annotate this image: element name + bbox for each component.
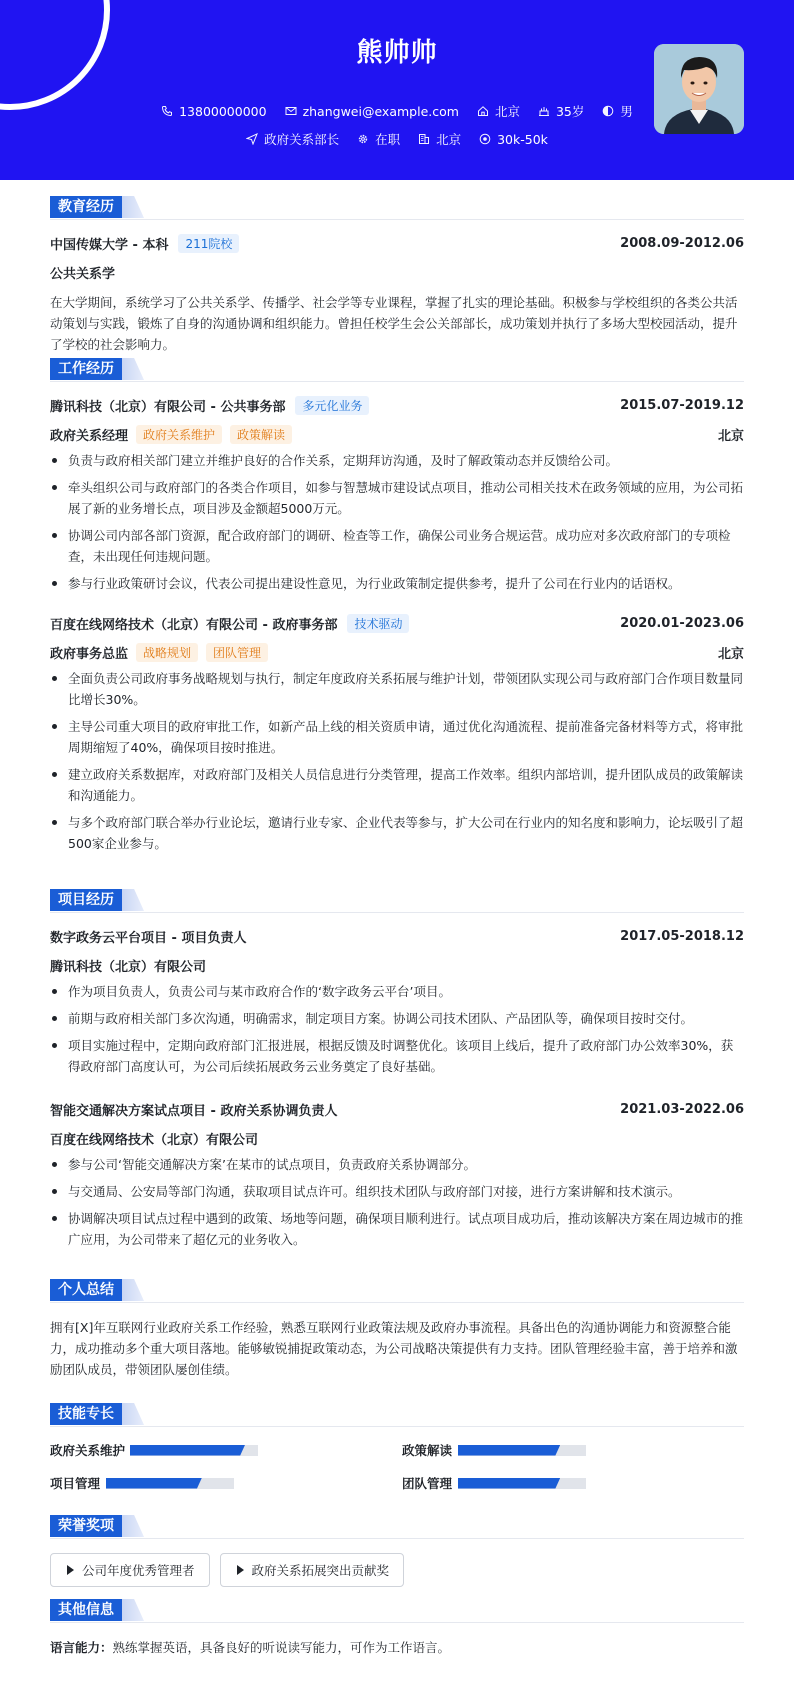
- section-title-education: 教育经历: [50, 196, 122, 218]
- list-item: 牵头组织公司与政府部门的各类合作项目，如参与智慧城市建设试点项目，推动公司相关技术在政务领域的应用，为公司拓展了新的业务增长点，项目涉及金额超5000万元。: [50, 477, 744, 519]
- work-role-row: [50, 643, 744, 662]
- mail-icon: [285, 105, 297, 117]
- skill-bar: [458, 1445, 586, 1456]
- award-label: 政府关系拓展突出贡献奖: [251, 1563, 390, 1578]
- city-text: 北京: [494, 104, 520, 119]
- section-title-projects: 项目经历: [50, 889, 122, 911]
- phone-info: [161, 104, 266, 119]
- skill-bar-fill: [106, 1478, 202, 1489]
- school-name: 中国传媒大学 - 本科: [50, 238, 169, 253]
- city-info: [477, 102, 520, 120]
- email-text: zhangwei@example.com: [302, 103, 459, 119]
- project-title: 数字政务云平台项目 - 项目负责人: [50, 931, 247, 946]
- section-header: [50, 889, 744, 913]
- project-company: 腾讯科技（北京）有限公司: [50, 960, 207, 975]
- list-item: 参与公司‘智能交通解决方案’在某市的试点项目，负责政府关系协调部分。: [50, 1154, 744, 1175]
- project-date: 2021.03-2022.06: [620, 1102, 744, 1117]
- project-date: 2017.05-2018.12: [620, 929, 744, 944]
- work-entry: [50, 396, 744, 614]
- project-entry: [50, 927, 744, 1100]
- work-company-line: [50, 614, 409, 633]
- skill-item: [50, 1474, 402, 1492]
- section-title-other: 其他信息: [50, 1599, 122, 1621]
- skill-item: [50, 1441, 402, 1459]
- education-date: 2008.09-2012.06: [620, 236, 744, 251]
- work-section: [50, 358, 744, 889]
- other-text: 熟练掌握英语，具备良好的听说读写能力，可作为工作语言。: [112, 1640, 451, 1655]
- skills-grid: [50, 1441, 744, 1492]
- awards-list: [50, 1553, 744, 1587]
- work-role-row: [50, 425, 744, 444]
- list-item: 作为项目负责人，负责公司与某市政府合作的‘数字政务云平台’项目。: [50, 981, 744, 1002]
- project-company: 百度在线网络技术（北京）有限公司: [50, 1133, 259, 1148]
- section-title-summary: 个人总结: [50, 1279, 122, 1301]
- summary-text: 拥有[X]年互联网行业政府关系工作经验，熟悉互联网行业政策法规及政府办事流程。具备出色的沟通协调能力和资源整合能力，成功推动多个重大项目落地。能够敏锐捕捉政策动态，为公司战略决策提供有力支持。团队管理经验丰富，善于培养和激励团队成员，带领团队屡创佳绩。: [50, 1320, 738, 1377]
- education-description: 在大学期间，系统学习了公共关系学、传播学、社会学等专业课程，掌握了扎实的理论基础。积极参与学校组织的各类公共活动策划与实践，锻炼了自身的沟通协调和组织能力。曾担任校学生会公关部部长，成功策划并执行了多场大型校园活动，提升了学校的社会影响力。: [50, 295, 738, 352]
- projects-section: [50, 889, 744, 1279]
- status-text: 在职: [375, 132, 401, 147]
- work-entry: [50, 614, 744, 854]
- work-entry-header: [50, 614, 744, 633]
- skill-bar: [130, 1445, 258, 1456]
- age-info: [538, 102, 584, 120]
- salary-text: 30k-50k: [497, 131, 548, 147]
- section-title-work: 工作经历: [50, 358, 122, 380]
- other-section: [50, 1599, 744, 1658]
- section-header: [50, 1403, 744, 1427]
- skills-section: [50, 1403, 744, 1515]
- phone-text: 13800000000: [179, 103, 267, 119]
- work-company-tag: 多元化业务: [295, 396, 369, 415]
- work-role-line: [50, 425, 292, 444]
- skill-item: [402, 1441, 744, 1459]
- cake-icon: [538, 105, 550, 117]
- role-tag: 团队管理: [206, 643, 268, 662]
- skill-name: 团队管理: [402, 1476, 453, 1491]
- phone-icon: [161, 105, 173, 117]
- list-item: 全面负责公司政府事务战略规划与执行，制定年度政府关系拓展与维护计划，带领团队实现公司与政府部门合作项目数量同比增长30%。: [50, 668, 744, 710]
- awards-section: [50, 1515, 744, 1599]
- skill-name: 政府关系维护: [50, 1443, 126, 1458]
- skill-name: 项目管理: [50, 1476, 101, 1491]
- skill-bar: [106, 1478, 234, 1489]
- profile-photo: [654, 44, 744, 134]
- section-header: [50, 1599, 744, 1623]
- section-header: [50, 358, 744, 382]
- section-header: [50, 196, 744, 220]
- building-icon: [418, 133, 430, 145]
- work-bullets: [50, 668, 744, 854]
- target-position-info: [246, 130, 339, 148]
- work-role: 政府关系经理: [50, 429, 129, 444]
- education-section: [50, 196, 744, 358]
- section-title-skills: 技能专长: [50, 1403, 122, 1425]
- work-bullets: [50, 450, 744, 594]
- list-item: 负责与政府相关部门建立并维护良好的合作关系，定期拜访沟通，及时了解政策动态并反馈给公司。: [50, 450, 744, 471]
- education-entry-header: [50, 234, 744, 253]
- list-item: 协调公司内部各部门资源，配合政府部门的调研、检查等工作，确保公司业务合规运营。成功应对多次政府部门的专项检查，未出现任何违规问题。: [50, 525, 744, 567]
- list-item: 项目实施过程中，定期向政府部门汇报进展，根据反馈及时调整优化。该项目上线后，提升了政府部门办公效率30%，获得政府部门高度认可，为公司后续拓展政务云业务奠定了良好基础。: [50, 1035, 744, 1077]
- work-date: 2020.01-2023.06: [620, 616, 744, 631]
- work-company-line: [50, 396, 369, 415]
- work-company: 百度在线网络技术（北京）有限公司 - 政府事务部: [50, 618, 338, 633]
- skill-bar: [458, 1478, 586, 1489]
- education-major: 公共关系学: [50, 267, 116, 282]
- role-tag: 政府关系维护: [136, 425, 222, 444]
- role-tag: 政策解读: [230, 425, 292, 444]
- email-info: [285, 104, 459, 119]
- candidate-name: 熊帅帅: [356, 38, 438, 68]
- work-location: 北京: [717, 429, 744, 444]
- section-header: [50, 1515, 744, 1539]
- other-label: 语言能力：: [50, 1640, 113, 1655]
- project-header: [50, 1100, 744, 1119]
- project-bullets: [50, 1154, 744, 1250]
- status-info: [357, 130, 400, 148]
- work-company: 腾讯科技（北京）有限公司 - 公共事务部: [50, 400, 286, 415]
- section-header: [50, 1279, 744, 1303]
- work-location: 北京: [717, 647, 744, 662]
- gender-info: [602, 102, 633, 120]
- gender-icon: [602, 105, 614, 117]
- resume-body: [50, 196, 744, 1658]
- list-item: 与多个政府部门联合举办行业论坛，邀请行业专家、企业代表等参与，扩大公司在行业内的知名度和影响力，论坛吸引了超500家企业参与。: [50, 812, 744, 854]
- skill-bar-fill: [458, 1445, 560, 1456]
- salary-info: [479, 132, 548, 147]
- school-tag: 211院校: [178, 234, 239, 253]
- award-item: [220, 1553, 405, 1587]
- work-date: 2015.07-2019.12: [620, 398, 744, 413]
- work-role-line: [50, 643, 268, 662]
- list-item: 协调解决项目试点过程中遇到的政策、场地等问题，确保项目顺利进行。试点项目成功后，推动该解决方案在周边城市的推广应用，为公司带来了超亿元的业务收入。: [50, 1208, 744, 1250]
- resume-header: [0, 0, 794, 180]
- home-icon: [477, 105, 489, 117]
- work-company-tag: 技术驱动: [347, 614, 409, 633]
- target-city-info: [418, 130, 461, 148]
- work-role: 政府事务总监: [50, 647, 129, 662]
- award-item: [50, 1553, 210, 1587]
- list-item: 建立政府关系数据库，对政府部门及相关人员信息进行分类管理，提高工作效率。组织内部培训，提升团队成员的政策解读和沟通能力。: [50, 764, 744, 806]
- education-school: [50, 234, 239, 253]
- project-header: [50, 927, 744, 946]
- list-item: 主导公司重大项目的政府审批工作，如新产品上线的相关资质申请，通过优化沟通流程、提前准备完备材料等方式，将审批周期缩短了40%，确保项目按时推进。: [50, 716, 744, 758]
- coin-icon: [479, 133, 491, 145]
- section-title-awards: 荣誉奖项: [50, 1515, 122, 1537]
- skill-bar-fill: [458, 1478, 560, 1489]
- list-item: 与交通局、公安局等部门沟通，获取项目试点许可。组织技术团队与政府部门对接，进行方案讲解和技术演示。: [50, 1181, 744, 1202]
- play-icon: [67, 1565, 74, 1575]
- award-label: 公司年度优秀管理者: [82, 1563, 195, 1578]
- play-icon: [237, 1565, 244, 1575]
- gear-icon: [357, 133, 369, 145]
- target-city-text: 北京: [436, 132, 462, 147]
- other-info: [50, 1637, 744, 1658]
- gender-text: 男: [620, 104, 633, 119]
- work-entry-header: [50, 396, 744, 415]
- skill-bar-fill: [130, 1445, 245, 1456]
- list-item: 前期与政府相关部门多次沟通，明确需求，制定项目方案。协调公司技术团队、产品团队等，确保项目按时交付。: [50, 1008, 744, 1029]
- target-position-text: 政府关系部长: [264, 132, 340, 147]
- age-text: 35岁: [555, 104, 585, 119]
- role-tag: 战略规划: [136, 643, 198, 662]
- skill-name: 政策解读: [402, 1443, 453, 1458]
- project-bullets: [50, 981, 744, 1077]
- summary-section: [50, 1279, 744, 1403]
- send-icon: [246, 133, 258, 145]
- project-title: 智能交通解决方案试点项目 - 政府关系协调负责人: [50, 1104, 338, 1119]
- project-entry: [50, 1100, 744, 1250]
- list-item: 参与行业政策研讨会议，代表公司提出建设性意见，为行业政策制定提供参考，提升了公司在行业内的话语权。: [50, 573, 744, 594]
- skill-item: [402, 1474, 744, 1492]
- avatar-illustration: [654, 44, 744, 134]
